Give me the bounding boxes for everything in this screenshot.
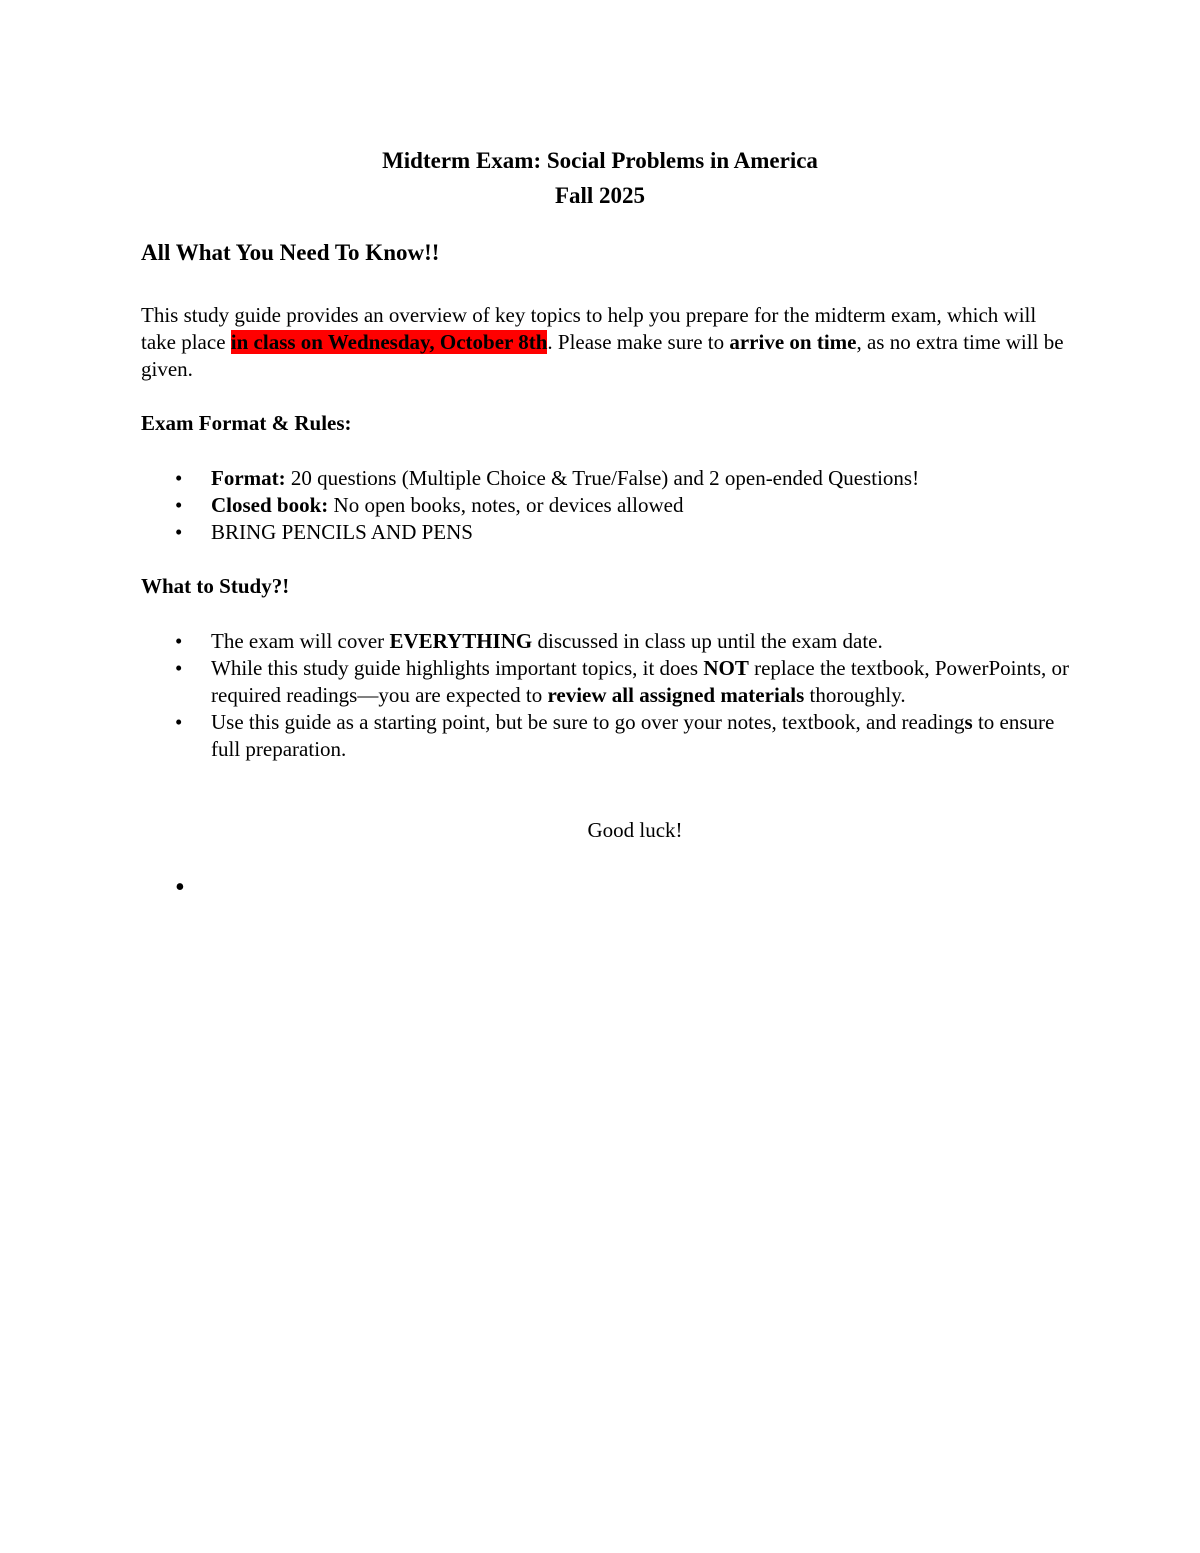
intro-bold: arrive on time <box>729 330 857 354</box>
intro-text-1: This study guide provides an overview of key topics to help you prepare for the midterm exam, which will take place <box>141 303 1037 354</box>
study-item-bold: EVERYTHING <box>389 629 533 653</box>
list-item <box>141 628 1071 655</box>
study-item-text: Use this guide as a starting point, but be sure to go over your notes, textbook, and reading <box>211 710 965 734</box>
study-item-text: While this study guide highlights important topics, it does <box>211 656 704 680</box>
format-heading: Exam Format & Rules: <box>141 411 352 435</box>
bullet-icon: • <box>175 710 183 734</box>
intro-highlight: in class on Wednesday, October 8th <box>230 330 548 354</box>
list-item <box>141 519 1071 546</box>
bullet-icon: • <box>175 520 183 544</box>
format-item-text: BRING PENCILS AND PENS <box>211 520 473 544</box>
bullet-icon: • <box>175 466 183 490</box>
title-line-2: Fall 2025 <box>554 183 646 208</box>
study-item-text: The exam will cover <box>211 629 390 653</box>
format-item-bold: Format: <box>211 466 286 490</box>
bullet-icon: • <box>175 629 183 653</box>
study-item-text: replace the textbook, PowerPoints, or required readings—you are expected to <box>211 656 1070 707</box>
intro-paragraph <box>141 302 1071 383</box>
format-list <box>141 465 1071 546</box>
closing-text: Good luck! <box>587 818 683 842</box>
study-item-bold: NOT <box>703 656 749 680</box>
bullet-icon: • <box>175 493 183 517</box>
study-list <box>141 628 1071 763</box>
list-item <box>141 709 1071 763</box>
bullet-icon: • <box>175 656 183 680</box>
list-item <box>141 655 1071 709</box>
study-item-bold: s <box>964 710 973 734</box>
intro-text-3: , as no extra time will be given. <box>141 330 1064 381</box>
study-item-text: discussed in class up until the exam date. <box>532 629 883 653</box>
study-item-text: thoroughly. <box>804 683 906 707</box>
main-heading: All What You Need To Know!! <box>141 240 440 265</box>
empty-bullet-icon: • <box>175 872 185 903</box>
study-item-bold: review all assigned materials <box>547 683 805 707</box>
title-line-1: Midterm Exam: Social Problems in America <box>382 148 818 173</box>
intro-text-2: . Please make sure to <box>547 330 730 354</box>
format-item-text: No open books, notes, or devices allowed <box>328 493 684 517</box>
study-item-text: to ensure full preparation. <box>211 710 1055 761</box>
format-item-text: 20 questions (Multiple Choice & True/False) and 2 open-ended Questions! <box>285 466 920 490</box>
list-item <box>141 492 1071 519</box>
document-title <box>0 143 1200 213</box>
list-item <box>141 465 1071 492</box>
study-heading: What to Study?! <box>141 574 290 598</box>
format-item-bold: Closed book: <box>211 493 329 517</box>
